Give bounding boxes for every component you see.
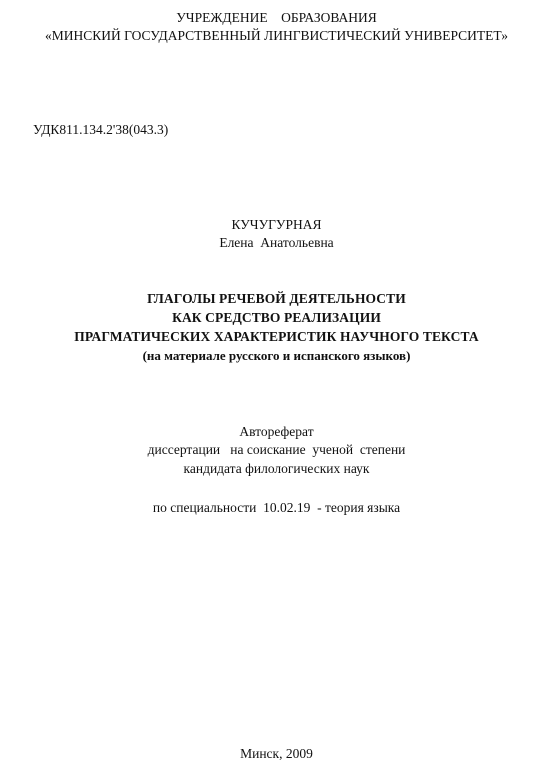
specialty-line: по специальности 10.02.19 - теория языка xyxy=(152,500,401,515)
institution-line-1: УЧРЕЖДЕНИЕ ОБРАЗОВАНИЯ xyxy=(176,10,377,25)
footer-city-year: Минск, 2009 xyxy=(240,746,313,761)
institution-line-2: «МИНСКИЙ ГОСУДАРСТВЕННЫЙ ЛИНГВИСТИЧЕСКИЙ УНИВЕРСИТЕТ» xyxy=(44,28,509,43)
abstract-line-3: кандидата филологических наук xyxy=(183,461,370,476)
udk-code: УДК811.134.2'38(043.3) xyxy=(33,122,169,137)
title-line-2: КАК СРЕДСТВО РЕАЛИЗАЦИИ xyxy=(172,310,381,325)
author-surname: КУЧУГУРНАЯ xyxy=(231,217,322,232)
title-subtitle: (на материале русского и испанского языков) xyxy=(142,348,411,363)
title-line-3: ПРАГМАТИЧЕСКИХ ХАРАКТЕРИСТИК НАУЧНОГО ТЕКСТА xyxy=(74,329,479,344)
title-line-1: ГЛАГОЛЫ РЕЧЕВОЙ ДЕЯТЕЛЬНОСТИ xyxy=(147,291,406,306)
abstract-line-2: диссертации на соискание ученой степени xyxy=(147,442,406,457)
author-name: Елена Анатольевна xyxy=(219,235,334,250)
abstract-line-1: Автореферат xyxy=(239,424,314,439)
